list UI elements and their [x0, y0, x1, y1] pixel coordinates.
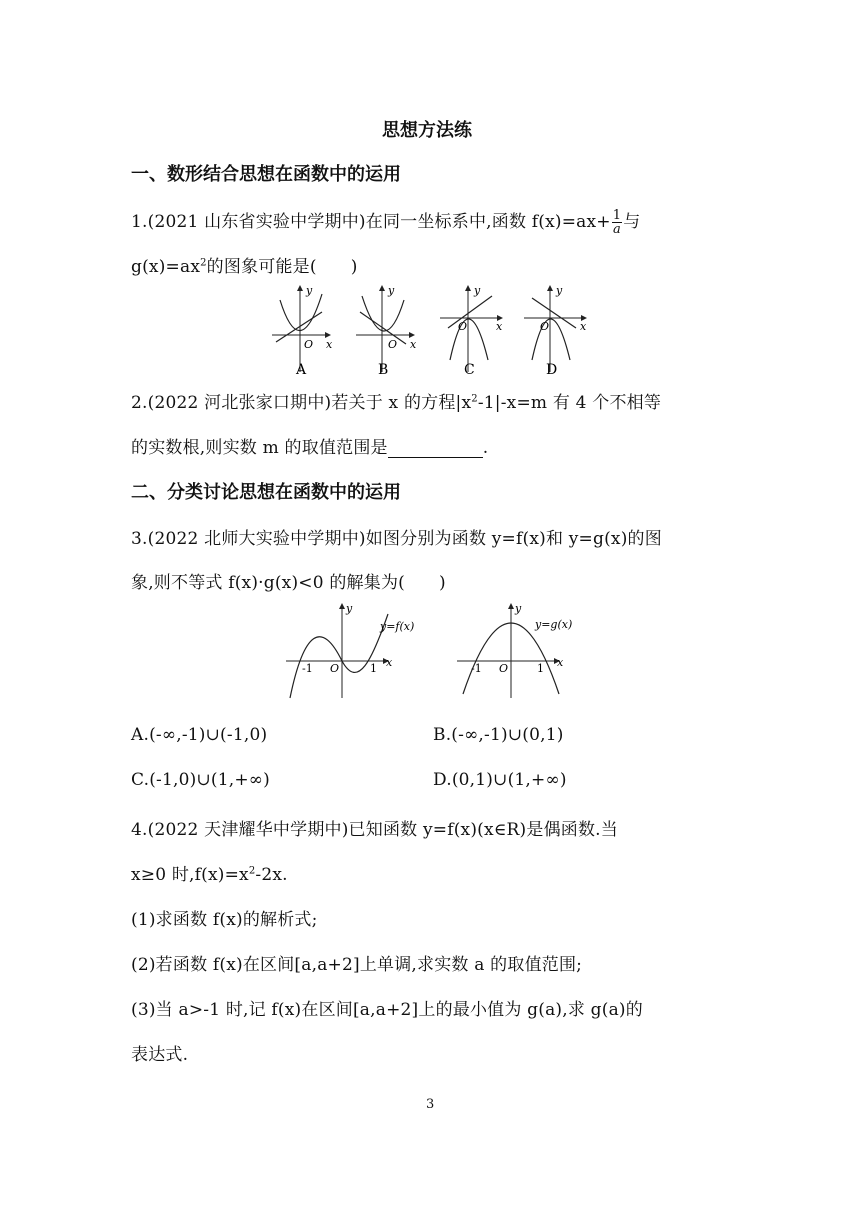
- frac-denominator: a: [612, 222, 621, 237]
- q1-text-d: 的图象可能是(: [206, 257, 317, 277]
- q3-close: ): [439, 573, 446, 593]
- option-label-d: D: [546, 362, 558, 378]
- page-number: 3: [426, 1097, 435, 1112]
- q1-text-a: 1.(2021 山东省实验中学期中)在同一坐标系中,函数 f(x)=ax+: [131, 212, 611, 232]
- q2-line1: [131, 388, 661, 413]
- q1-line2: [131, 252, 358, 277]
- page-title: 思想方法练: [382, 120, 472, 141]
- axis-label-x: x: [557, 656, 564, 669]
- q4-part2: (2)若函数 f(x)在区间[a,a+2]上单调,求实数 a 的取值范围;: [131, 955, 583, 975]
- origin-label: O: [330, 662, 340, 675]
- graph-label-g: y=g(x): [535, 618, 573, 631]
- origin-label: O: [458, 320, 468, 333]
- option-label-b: B: [378, 362, 389, 378]
- section-heading-1: 一、数形结合思想在函数中的运用: [131, 164, 401, 185]
- origin-label: O: [499, 662, 509, 675]
- origin-label: O: [388, 338, 398, 351]
- q4-text-a: x≥0 时,f(x)=x: [131, 865, 249, 885]
- q3-option-c: C.(-1,0)∪(1,+∞): [131, 770, 270, 790]
- axis-label-y: y: [346, 602, 353, 615]
- q1-close: ): [350, 257, 358, 277]
- q2-text-a: 2.(2022 河北张家口期中)若关于 x 的方程|x: [131, 393, 472, 413]
- q3-graph-f: [284, 600, 424, 700]
- q4-line2: [131, 860, 288, 885]
- q2-text-b: -1|-x=m 有 4 个不相等: [477, 393, 662, 413]
- q1-option-graphs: [270, 282, 610, 378]
- graph-label-f: y=f(x): [380, 620, 415, 633]
- q3-line1: 3.(2022 北师大实验中学期中)如图分别为函数 y=f(x)和 y=g(x)的图: [131, 529, 662, 549]
- q3-line2: [131, 568, 446, 593]
- q4-text-b: -2x.: [255, 865, 288, 885]
- q4-part3-line1: (3)当 a>-1 时,记 f(x)在区间[a,a+2]上的最小值为 g(a),求 g(a)的: [131, 1000, 643, 1020]
- q3-option-a: A.(-∞,-1)∪(-1,0): [131, 725, 268, 745]
- fill-in-blank: [388, 439, 483, 458]
- axis-label-x: x: [326, 338, 333, 351]
- q3-option-b: B.(-∞,-1)∪(0,1): [433, 725, 564, 745]
- axis-label-x: x: [410, 338, 417, 351]
- q3-text-a: 象,则不等式 f(x)·g(x)<0 的解集为(: [131, 573, 405, 593]
- q2-line2: [131, 433, 488, 458]
- q4-sup: 2: [248, 865, 256, 877]
- fraction-1-over-a: [612, 209, 622, 236]
- axis-label-x: x: [580, 320, 587, 333]
- q3-graph-g: [455, 600, 595, 700]
- tick-label-neg1: -1: [302, 662, 313, 675]
- q1-text-b: 与: [623, 212, 641, 232]
- q4-line1: 4.(2022 天津耀华中学期中)已知函数 y=f(x)(x∈R)是偶函数.当: [131, 820, 618, 840]
- axis-label-y: y: [306, 284, 313, 297]
- axis-label-x: x: [386, 656, 393, 669]
- axis-label-y: y: [556, 284, 563, 297]
- q1-text-c: g(x)=ax: [131, 257, 201, 277]
- q2-sup: 2: [471, 393, 478, 405]
- graph-option-a: [272, 284, 333, 378]
- axis-label-y: y: [474, 284, 481, 297]
- q2-text-d: .: [482, 438, 489, 458]
- graph-option-b: [356, 284, 417, 378]
- frac-numerator: 1: [612, 208, 622, 223]
- axis-label-x: x: [496, 320, 503, 333]
- q4-part3-line2: 表达式.: [131, 1045, 189, 1065]
- section-heading-2: 二、分类讨论思想在函数中的运用: [131, 482, 401, 503]
- option-label-a: A: [296, 362, 307, 378]
- tick-label-1: 1: [370, 662, 377, 675]
- q2-text-c: 的实数根,则实数 m 的取值范围是: [131, 438, 388, 458]
- tick-label-1: 1: [537, 662, 544, 675]
- axis-label-y: y: [515, 602, 522, 615]
- graph-option-c: [440, 284, 503, 378]
- origin-label: O: [540, 320, 550, 333]
- option-label-c: C: [464, 362, 475, 378]
- q3-option-d: D.(0,1)∪(1,+∞): [433, 770, 567, 790]
- tick-label-neg1: -1: [471, 662, 482, 675]
- q1-sup: 2: [200, 257, 207, 269]
- axis-label-y: y: [388, 284, 395, 297]
- graph-option-d: [524, 284, 587, 378]
- q4-part1: (1)求函数 f(x)的解析式;: [131, 910, 318, 930]
- q1-line1: [131, 207, 640, 236]
- origin-label: O: [304, 338, 314, 351]
